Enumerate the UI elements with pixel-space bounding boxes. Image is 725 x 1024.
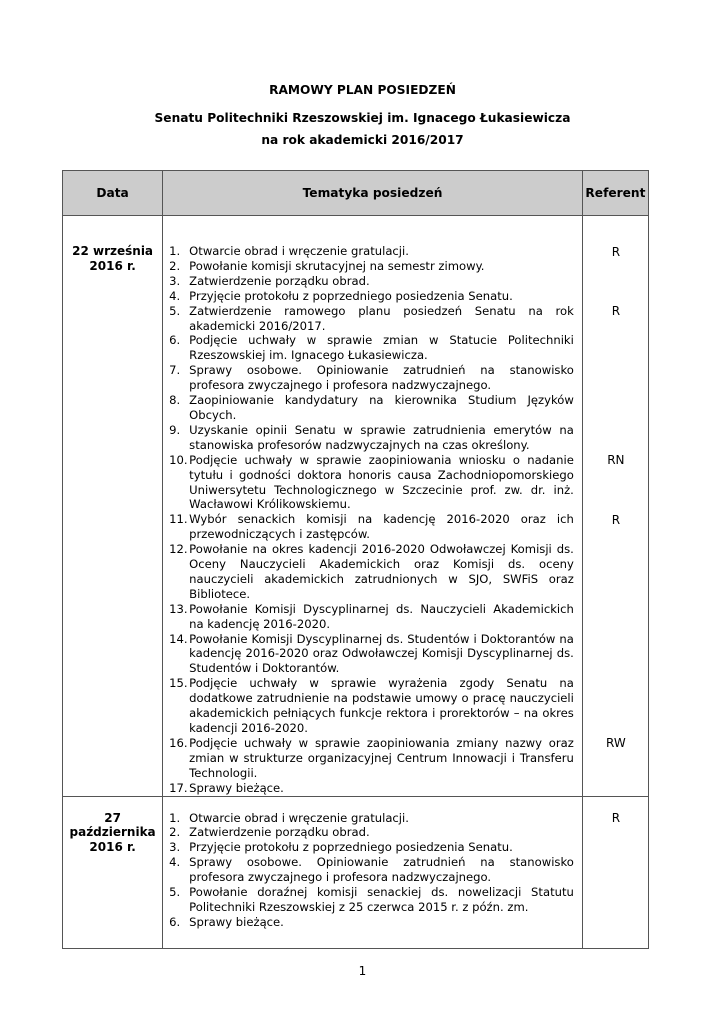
agenda-item-text: Otwarcie obrad i wręczenie gratulacji. [189, 244, 409, 258]
agenda-item-text: Przyjęcie protokołu z poprzedniego posiedzenia Senatu. [189, 840, 513, 855]
header-topics: Tematyka posiedzeń [163, 171, 583, 216]
agenda-item [163, 244, 574, 259]
agenda-item-text: Otwarcie obrad i wręczenie gratulacji. [189, 810, 409, 825]
agenda-item [163, 811, 574, 826]
agenda-item-number: 7. [169, 363, 181, 378]
agenda-item-number: 5. [169, 303, 181, 318]
page-number: 1 [358, 964, 367, 978]
date-line: 2016 r. [89, 258, 136, 273]
agenda-item [163, 304, 574, 334]
agenda-item-text: Sprawy bieżące. [189, 914, 284, 929]
academic-year: na rok akademicki 2016/2017 [261, 133, 464, 147]
date-line: 2016 r. [89, 839, 136, 854]
date-line: 22 września [72, 244, 154, 258]
agenda-item-text: Sprawy osobowe. Opiniowanie zatrudnień na stanowisko profesora zwyczajnego i profesora nadzwyczajnego. [189, 855, 574, 885]
referent-marker: R [611, 304, 621, 319]
referent-marker: R [611, 811, 621, 826]
meeting-topics [163, 796, 583, 948]
agenda-item-text: Przyjęcie protokołu z poprzedniego posiedzenia Senatu. [189, 288, 513, 303]
referent-marker: R [611, 244, 621, 259]
agenda-item-number: 4. [169, 288, 181, 303]
agenda-item-number: 2. [169, 258, 181, 273]
agenda-item-text: Sprawy bieżące. [189, 780, 284, 795]
agenda-item-number: 6. [169, 333, 181, 348]
agenda-item-number: 6. [169, 914, 181, 929]
meeting-date [63, 216, 163, 797]
agenda-item-number: 4. [169, 855, 181, 870]
agenda-item-text: Zatwierdzenie porządku obrad. [189, 273, 370, 288]
agenda-item-text: Zatwierdzenie ramowego planu posiedzeń Senatu na rok akademicki 2016/2017. [189, 303, 574, 333]
agenda-item-number: 16. [169, 735, 188, 750]
meeting-topics [163, 216, 583, 797]
agenda-item [163, 840, 574, 855]
agenda-item [163, 393, 574, 423]
referent-marker: R [611, 512, 621, 527]
agenda-item-text: Powołanie na okres kadencji 2016-2020 Odwoławczej Komisji ds. Oceny Nauczycieli Akademickich oraz Komisji ds. oceny nauczycieli akademickich zatrudnionych w SJO, SWFiS oraz Bibliotece. [189, 542, 574, 601]
document-title: RAMOWY PLAN POSIEDZEŃ [269, 83, 456, 97]
agenda-item [163, 423, 574, 453]
agenda-item-number: 9. [169, 422, 181, 437]
agenda-item-number: 12. [169, 542, 188, 557]
agenda-item [163, 885, 574, 915]
agenda-item [163, 736, 574, 781]
agenda-item-text: Powołanie Komisji Dyscyplinarnej ds. Nauczycieli Akademickich na kadencję 2016-2020. [189, 601, 574, 631]
agenda-item-text: Zatwierdzenie porządku obrad. [189, 825, 370, 840]
agenda-item [163, 542, 574, 602]
agenda-item-text: Podjęcie uchwały w sprawie zaopiniowania wniosku o nadanie tytułu i godności doktora honoris causa Zachodniopomorskiego Uniwersytetu Technologicznego w Szczecinie prof. zw. dr. inż. Wacławowi Królikowskiemu. [189, 452, 574, 512]
date-line: października [69, 825, 156, 840]
table-row [63, 216, 649, 797]
agenda-item-text: Powołanie Komisji Dyscyplinarnej ds. Studentów i Doktorantów na kadencję 2016-2020 oraz Odwoławczej Komisji Dyscyplinarnej ds. Studentów i Doktorantów. [189, 631, 574, 676]
agenda-item-text: Wybór senackich komisji na kadencję 2016-2020 oraz ich przewodniczących i zastępców. [189, 512, 574, 542]
table-header-row [63, 171, 649, 216]
agenda-item-number: 8. [169, 393, 181, 408]
agenda-item-number: 17. [169, 780, 188, 795]
agenda-item [163, 289, 574, 304]
document-subtitle: Senatu Politechniki Rzeszowskiej im. Ignacego Łukasiewicza [154, 111, 571, 125]
agenda-item-number: 13. [169, 601, 188, 616]
agenda-item-text: Powołanie komisji skrutacyjnej na semestr zimowy. [189, 258, 485, 273]
agenda-item [163, 855, 574, 885]
agenda-item [163, 632, 574, 677]
meeting-date [63, 796, 163, 948]
agenda-item-text: Sprawy osobowe. Opiniowanie zatrudnień na stanowisko profesora zwyczajnego i profesora nadzwyczajnego. [189, 363, 574, 393]
referent-marker: RN [607, 453, 625, 468]
agenda-item [163, 512, 574, 542]
agenda-item [163, 274, 574, 289]
referent-marker: RW [606, 736, 626, 751]
header-referent: Referent [582, 171, 648, 216]
agenda-item-number: 3. [169, 273, 181, 288]
agenda-item-number: 5. [169, 885, 181, 900]
agenda-item [163, 602, 574, 632]
agenda-list [163, 244, 582, 796]
agenda-item-text: Podjęcie uchwały w sprawie zaopiniowania zmiany nazwy oraz zmian w strukturze organizacyjnej Centrum Innowacji i Transferu Technologii. [189, 735, 574, 780]
agenda-item [163, 781, 574, 796]
table-row [63, 796, 649, 948]
agenda-item [163, 825, 574, 840]
date-line: 27 [104, 810, 121, 825]
agenda-item-text: Podjęcie uchwały w sprawie zmian w Statucie Politechniki Rzeszowskiej im. Ignacego Łukasiewicza. [189, 333, 574, 363]
agenda-item-number: 10. [169, 452, 188, 467]
referent-column [582, 796, 648, 948]
agenda-item-number: 14. [169, 631, 188, 646]
agenda-item-text: Powołanie doraźnej komisji senackiej ds. nowelizacji Statutu Politechniki Rzeszowskiej z 25 czerwca 2015 r. z późn. zm. [189, 885, 574, 914]
agenda-item-number: 3. [169, 840, 181, 855]
agenda-item-text: Uzyskanie opinii Senatu w sprawie zatrudnienia emerytów na stanowiska profesorów nadzwyczajnych na czas określony. [189, 422, 574, 452]
agenda-item [163, 676, 574, 736]
referent-column [582, 216, 648, 797]
agenda-list [163, 811, 582, 930]
agenda-item-number: 11. [169, 512, 188, 527]
header-date: Data [63, 171, 163, 216]
agenda-item-number: 1. [169, 810, 181, 825]
agenda-item-number: 1. [169, 244, 181, 258]
agenda-item-number: 2. [169, 825, 181, 840]
agenda-item [163, 363, 574, 393]
agenda-item-text: Zaopiniowanie kandydatury na kierownika Studium Języków Obcych. [189, 393, 574, 422]
meeting-plan-table [62, 170, 649, 949]
agenda-item-number: 15. [169, 676, 188, 691]
agenda-item [163, 915, 574, 930]
agenda-item-text: Podjęcie uchwały w sprawie wyrażenia zgody Senatu na dodatkowe zatrudnienie na podstawie umowy o pracę nauczycieli akademickich pełniących funkcje rektora i prorektorów – na okres kadencji 2016-2020. [189, 676, 574, 735]
agenda-item [163, 453, 574, 513]
agenda-item [163, 259, 574, 274]
agenda-item [163, 333, 574, 363]
